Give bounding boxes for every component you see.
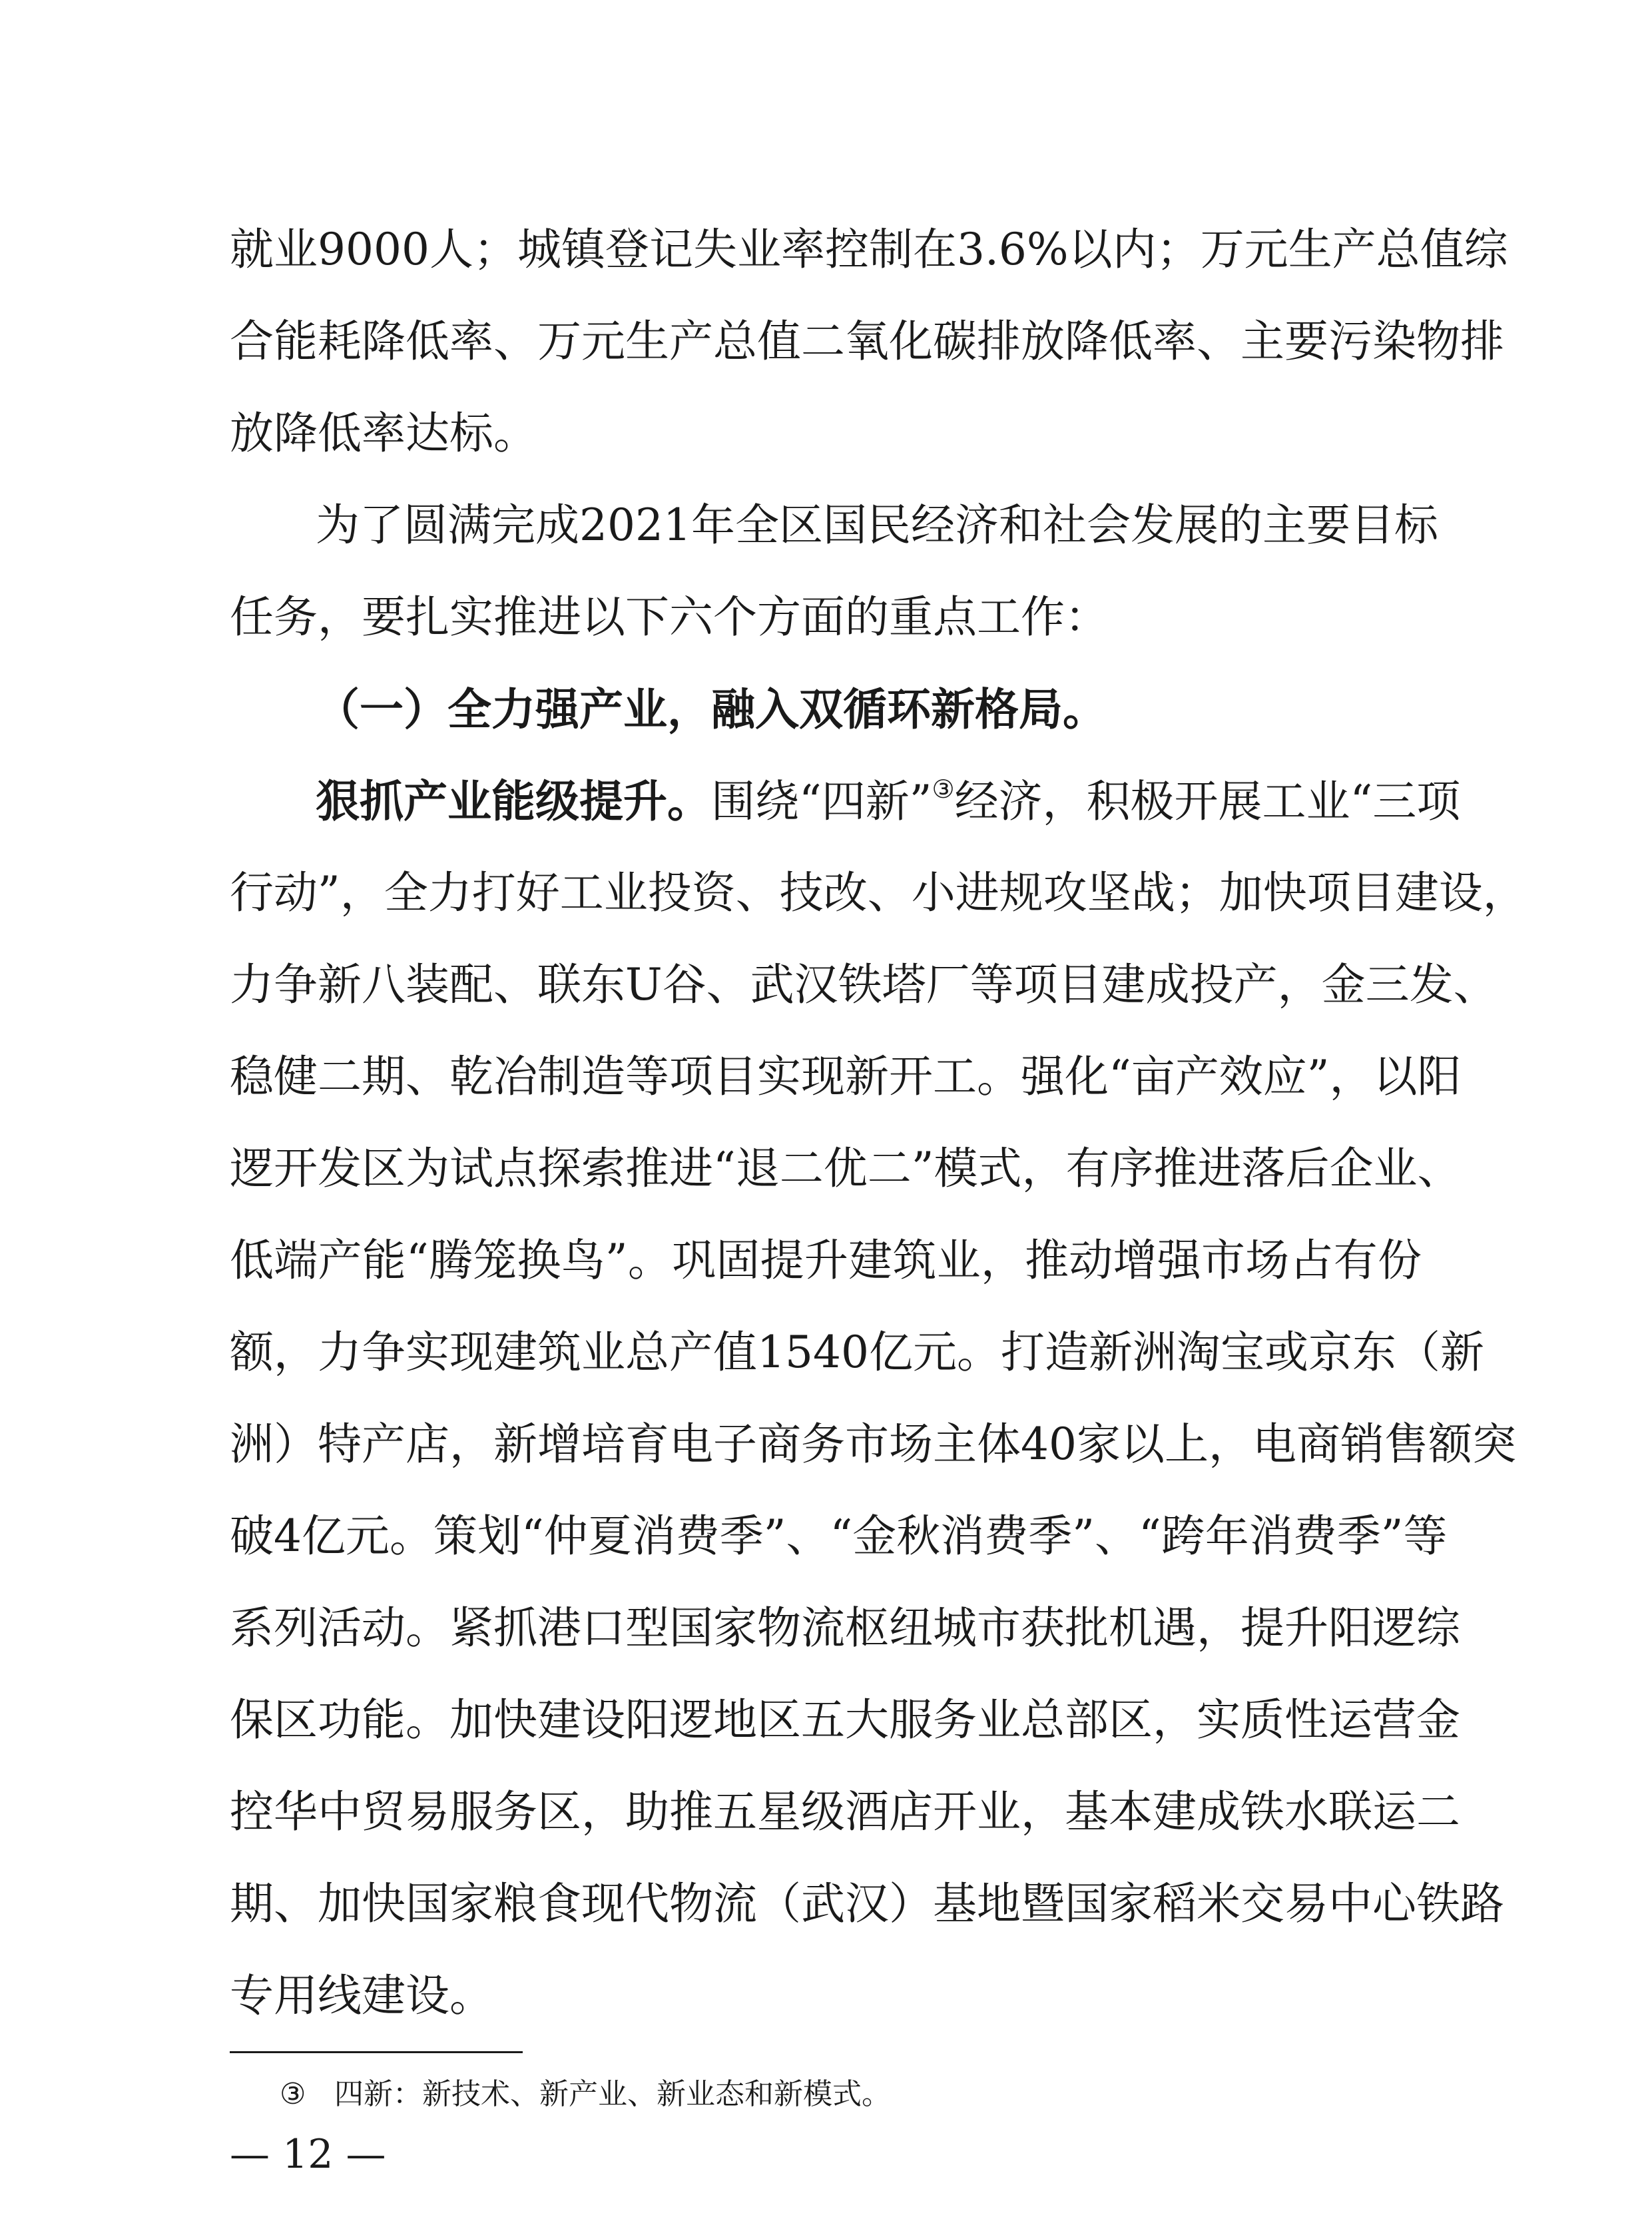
body-line: 破4亿元。策划“仲夏消费季”、“金秋消费季”、“跨年消费季”等 bbox=[230, 1510, 1448, 1562]
lead-line-text: 围绕“四新” bbox=[711, 776, 932, 827]
body-line: 额，力争实现建筑业总产值1540亿元。打造新洲淘宝或京东（新 bbox=[230, 1327, 1484, 1378]
footnote-reference: ③ bbox=[932, 775, 955, 804]
page-number: — 12 — bbox=[230, 2131, 386, 2178]
section-heading: （一）全力强产业，融入双循环新格局。 bbox=[316, 683, 1107, 735]
body-line: 期、加快国家粮食现代物流（武汉）基地暨国家稻米交易中心铁路 bbox=[230, 1878, 1504, 1929]
body-line: 低端产能“腾笼换鸟”。巩固提升建筑业，推动增强市场占有份 bbox=[230, 1235, 1422, 1286]
footnote-divider bbox=[230, 2051, 523, 2053]
body-line: 控华中贸易服务区，助推五星级酒店开业，基本建成铁水联运二 bbox=[230, 1786, 1460, 1837]
footnote bbox=[280, 2071, 891, 2118]
body-line: 任务，要扎实推进以下六个方面的重点工作： bbox=[230, 591, 1109, 643]
body-line: 就业9000人；城镇登记失业率控制在3.6%以内；万元生产总值综 bbox=[230, 224, 1508, 275]
footnote-text: 四新：新技术、新产业、新业态和新模式。 bbox=[334, 2077, 891, 2111]
body-line: 保区功能。加快建设阳逻地区五大服务业总部区，实质性运营金 bbox=[230, 1694, 1460, 1745]
body-line: 力争新八装配、联东U谷、武汉铁塔厂等项目建成投产，金三发、 bbox=[230, 959, 1498, 1010]
body-line: 稳健二期、乾冶制造等项目实现新开工。强化“亩产效应”，以阳 bbox=[230, 1051, 1462, 1102]
lead-line-text-cont: 经济，积极开展工业“三项 bbox=[954, 776, 1461, 827]
body-line: 行动”，全力打好工业投资、技改、小进规攻坚战；加快项目建设， bbox=[230, 867, 1527, 918]
body-line: 合能耗降低率、万元生产总值二氧化碳排放降低率、主要污染物排 bbox=[230, 316, 1504, 367]
body-line: 放降低率达标。 bbox=[230, 408, 537, 459]
body-line: 逻开发区为试点探索推进“退二优二”模式，有序推进落后企业、 bbox=[230, 1143, 1462, 1194]
body-line: 专用线建设。 bbox=[230, 1970, 493, 2021]
body-line: 为了圆满完成2021年全区国民经济和社会发展的主要目标 bbox=[316, 499, 1438, 551]
body-line: 系列活动。紧抓港口型国家物流枢纽城市获批机遇，提升阳逻综 bbox=[230, 1602, 1460, 1654]
paragraph-lead: 狠抓产业能级提升。 bbox=[316, 775, 711, 827]
body-line: 洲）特产店，新增培育电子商务市场主体40家以上，电商销售额突 bbox=[230, 1419, 1516, 1470]
paragraph-lead-line bbox=[316, 761, 1461, 841]
footnote-mark: ③ bbox=[280, 2077, 306, 2111]
